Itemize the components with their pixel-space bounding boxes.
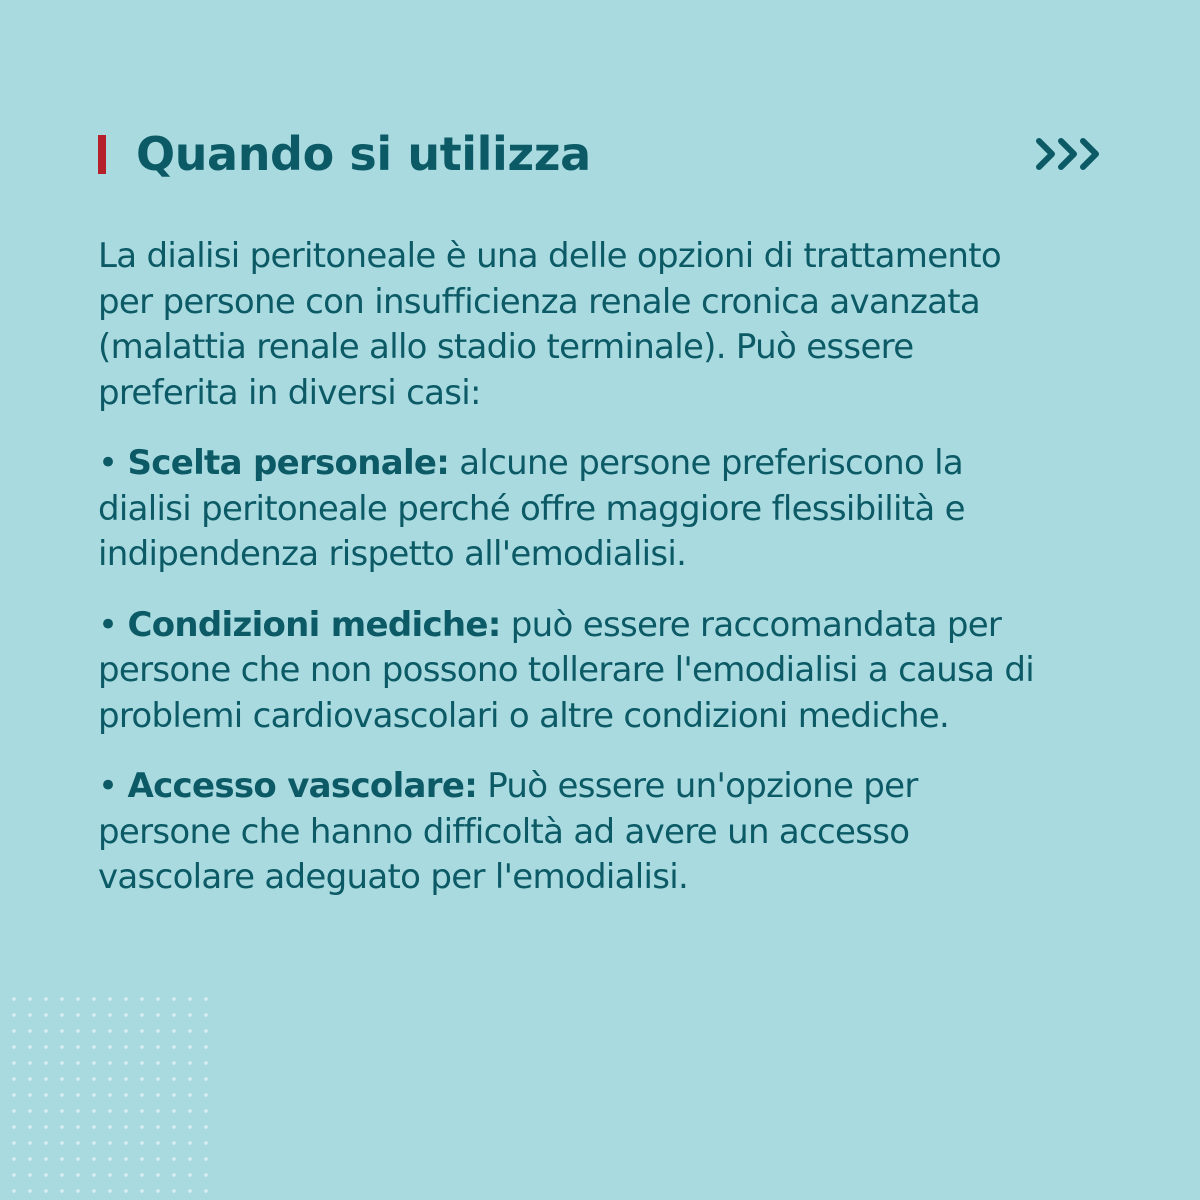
title-accent-bar [98,135,106,174]
bullet-marker: • [98,766,128,806]
bullet-item [98,764,1048,901]
triple-chevron-right-icon[interactable] [1034,134,1108,174]
body-text [98,234,1048,901]
bullet-label: Accesso vascolare: [127,766,478,806]
bullet-text: alcune persone preferiscono la dialisi peritoneale perché offre maggiore flessibilità e indipendenza rispetto all'emodialisi. [98,443,965,574]
bullet-text: può essere raccomandata per persone che non possono tollerare l'emodialisi a causa di problemi cardiovascolari o altre condizioni mediche. [98,604,1034,736]
bullet-label: Scelta personale: [127,443,450,483]
bullet-item [98,603,1048,740]
bullet-marker: • [98,443,128,483]
intro-paragraph: La dialisi peritoneale è una delle opzioni di trattamento per persone con insufficienza renale cronica avanzata (malattia renale allo stadio terminale). Può essere preferita in diversi casi: [98,236,1002,413]
header [98,122,1108,186]
bullet-item [98,441,1048,578]
bullet-text: Può essere un'opzione per persone che hanno difficoltà ad avere un accesso vascolare adeguato per l'emodialisi. [98,766,918,897]
page-title: Quando si utilizza [136,127,591,181]
bullet-label: Condizioni mediche: [127,604,501,645]
dot-pattern-decoration [0,985,220,1200]
bullet-marker: • [98,604,128,645]
